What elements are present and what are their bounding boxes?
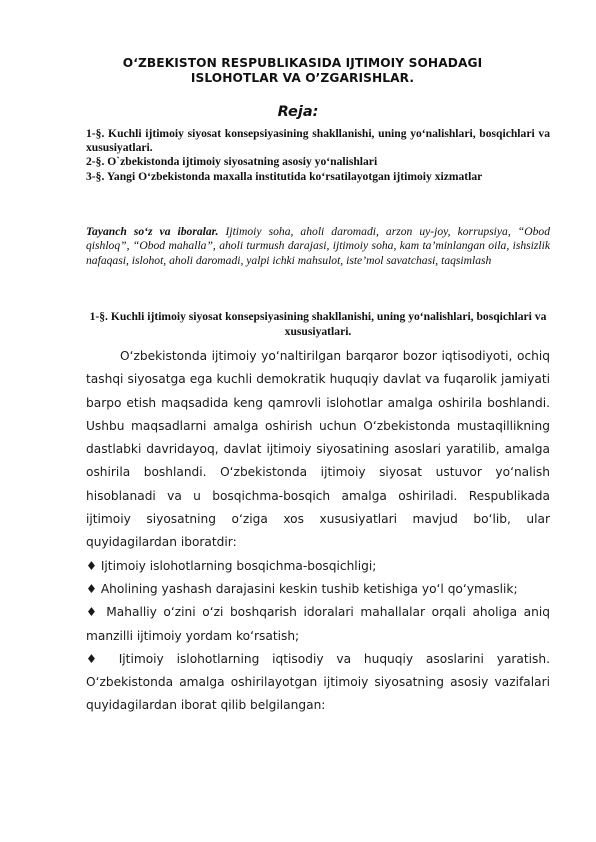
intro-paragraph: O‘zbekistonda ijtimoiy yo‘naltirilgan barqaror bozor iqtisodiyoti, ochiq tashqi siyosatga ega kuchli demokratik huquqiy davlat va fuqarolik jamiyati barpo etish maqsadida keng qamrovli islohotlar amalga oshirila boshlandi. Ushbu maqsadlarni amalga oshirish uchun O‘zbekistonda mustaqillikning dastlabki davridayoq, davlat ijtimoiy siyosatining asoslari yaratilib, amalga oshirila boshlandi. O‘zbekistonda ijtimoiy siyosat ustuvor yo‘nalish hisoblanadi va u bosqichma-bosqich amalga oshiriladi. Respublikada ijtimoiy siyosatning o‘ziga xos xususiyatlari mavjud bo‘lib, ular quyidagilardan iboratdir: — [86, 349, 550, 550]
section-body — [86, 345, 550, 718]
bullet-text-2: Aholining yashash darajasini keskin tushib ketishiga yo‘l qo‘ymaslik; — [100, 581, 518, 596]
plan-heading: Reja: — [277, 104, 319, 120]
bullet-text-3: Mahalliy o‘zini o‘zi boshqarish idoralari mahallalar orqali aholiga aniq manzilli ijtimoiy yordam ko‘rsatish; — [86, 605, 550, 643]
bullet-item-3 — [86, 601, 550, 648]
keywords-paragraph — [86, 225, 550, 268]
bullet-text-4: Ijtimoiy islohotlarning iqtisodiy va huquqiy asoslarini yaratish. O‘zbekistonda amalga oshirilayotgan ijtimoiy siyosatning asosiy vazifalari quyidagilardan iborat qilib belgilangan: — [86, 651, 550, 713]
bullet-text-1: Ijtimoiy islohotlarning bosqichma-bosqichligi; — [100, 558, 377, 573]
plan-item-1: 1-§. Kuchli ijtimoiy siyosat konsepsiyasining shakllanishi, uning yo‘nalishlari, bosqichlari va xususiyatlari. — [86, 127, 550, 155]
diamond-bullet-icon: ♦ — [86, 581, 97, 596]
document-title — [80, 56, 525, 86]
bullet-item-2 — [86, 578, 550, 601]
title-line-1: OʻZBEKISTON RESPUBLIKASIDA IJTIMOIY SOHADAGI — [122, 56, 483, 70]
diamond-bullet-icon: ♦ — [86, 651, 106, 666]
plan-item-3: 3-§. Yangi O‘zbekistonda maxalla institutida ko‘rsatilayotgan ijtimoiy xizmatlar — [86, 169, 483, 183]
keywords-label: Tayanch so‘z va iboralar. — [86, 225, 219, 238]
keywords-text: Ijtimoiy soha, aholi daromadi, arzon uy-joy, korrupsiya, “Obod qishloq”, “Obod mahalla”, aholi turmush darajasi, ijtimoiy soha, kam ta’minlangan oila, ishsizlik nafaqasi, islohot, aholi daromadi, yalpi ichki mahsulot, iste’mol savatchasi, taqsimlash — [86, 225, 550, 267]
diamond-bullet-icon: ♦ — [86, 605, 100, 620]
plan-item-2: 2-§. O`zbekistonda ijtimoiy siyosatning asosiy yo‘nalishlari — [86, 155, 378, 169]
title-line-2: ISLOHOTLAR VA O’ZGARISHLAR. — [190, 71, 415, 85]
bullet-item-1 — [86, 555, 550, 578]
diamond-bullet-icon: ♦ — [86, 558, 97, 573]
bullet-item-4 — [86, 648, 550, 718]
section-heading: 1-§. Kuchli ijtimoiy siyosat konsepsiyasining shakllanishi, uning yo‘nalishlari, bosqichlari va xususiyatlari. — [89, 310, 547, 338]
plan-list — [86, 127, 550, 184]
